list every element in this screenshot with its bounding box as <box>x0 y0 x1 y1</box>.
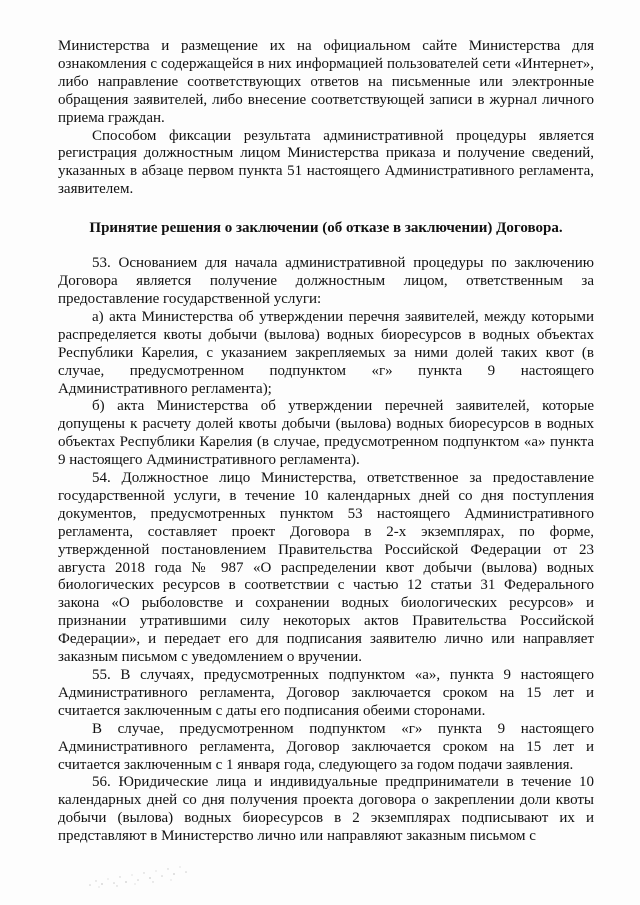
paragraph-fixation-method: Способом фиксации результата административной процедуры является регистрация должностным лицом Министерства приказа и получение сведений, указанных в абзаце первом пункта 51 настоящего Административного регламента, заявителем. <box>58 127 594 198</box>
paragraph-53: 53. Основанием для начала административной процедуры по заключению Договора является получение должностным лицом, ответственным за предоставление государственной услуги: <box>58 255 594 307</box>
paragraph-53-a: а) акта Министерства об утверждении перечня заявителей, между которыми распределяется квоты добычи (вылова) водных биоресурсов в водных объектах Республики Карелия, с указанием закрепляемых за ними долей таких квот (в случае, предусмотренном подпунктом «г» пункта 9 настоящего Административного регламента); <box>58 308 594 397</box>
paragraph-54: 54. Должностное лицо Министерства, ответственное за предоставление государственной услуги, в течение 10 календарных дней со дня поступления документов, предусмотренных пунктом 53 настоящего Административного регламента, составляет проект Договора в 2-х экземплярах, по форме, утвержденной постановлением Правительства Российской Федерации от 23 августа 2018 года № 987 «О распределении квот добычи (вылова) водных биологических ресурсов в соответствии с частью 12 статьи 31 Федерального закона «О рыболовстве и сохранении водных биологических ресурсов» и признании утратившими силу некоторых актов Правительства Российской Федерации», и передает его для подписания заявителю лично или направляет заказным письмом с уведомлением о вручении. <box>58 470 594 666</box>
paragraph-53-b: б) акта Министерства об утверждении перечней заявителей, которые допущены к расчету долей квоты добычи (вылова) водных биоресурсов в водных объектах Республики Карелия (в случае, предусмотренном подпунктом «а» пункта 9 настоящего Административного регламента). <box>58 398 594 469</box>
section-heading: Принятие решения о заключении (об отказе в заключении) Договора. <box>89 220 563 237</box>
scan-noise-mark <box>84 857 194 891</box>
paragraph-56: 56. Юридические лица и индивидуальные предприниматели в течение 10 календарных дней со дня получения проекта договора о закреплении доли квоты добычи (вылова) водных биоресурсов в 2 экземплярах подписывают их и представляют в Министерство лично или направляют заказным письмом с <box>58 774 594 845</box>
paragraph-55-second: В случае, предусмотренном подпунктом «г» пункта 9 настоящего Административного регламента, Договор заключается сроком на 15 лет и считается заключенным с 1 января года, следующего за годом подачи заявления. <box>58 720 594 773</box>
paragraph-55: 55. В случаях, предусмотренных подпунктом «а», пункта 9 настоящего Административного регламента, Договор заключается сроком на 15 лет и считается заключенным с даты его подписания обеими сторонами. <box>58 667 594 719</box>
paragraph-continuation: Министерства и размещение их на официальном сайте Министерства для ознакомления с содержащейся в них информацией пользователей сети «Интернет», либо направление соответствующих ответов на письменные или электронные обращения заявителей, либо внесение соответствующей записи в журнал личного приема граждан. <box>58 38 594 126</box>
